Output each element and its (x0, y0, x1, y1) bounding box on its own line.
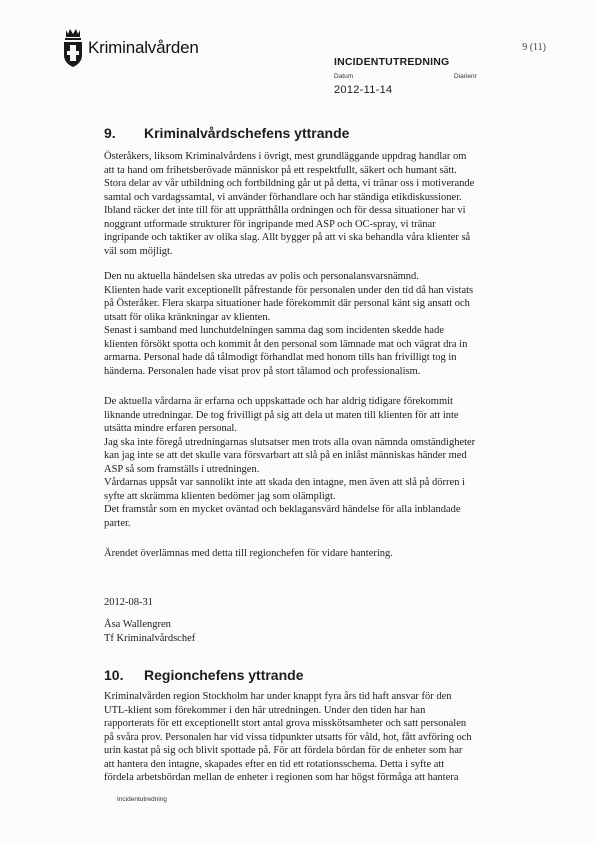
text-line: syfte att skrämma klienten bedömer jag som olämpligt. (104, 490, 336, 502)
section-9-paragraph (104, 150, 524, 258)
section-10-number: 10. (104, 667, 124, 683)
signature-name: Åsa Wallengren (104, 619, 171, 630)
text-line: Österåkers, liksom Kriminalvårdens i övrigt, mest grundläggande uppdrag handlar om (104, 151, 467, 162)
crowned-shield-icon (62, 28, 84, 68)
text-line: armarna. Personal hade då tålmodigt förhandlat med honom tills han frivilligt tog in (104, 352, 457, 363)
text-line: UTL-klient som förekommer i den här utredningen. Under den tiden har han (104, 704, 426, 716)
text-line: Stora delar av vår utbildning och fortbildning går ut på detta, vi tränar oss i motiverande (104, 178, 475, 189)
text-line: liknande utredningar. De tog frivilligt på sig att dela ut maten till klienten för att inte (104, 409, 459, 421)
text-line: ASP så som framställs i utredningen. (104, 463, 260, 475)
text-line: på svåra prov. Personalen har vid vissa tidpunkter utsatts för våld, hot, fått avföring och (104, 731, 472, 743)
signature-title: Tf Kriminalvårdschef (104, 633, 196, 644)
footer-label: Incidentutredning (117, 796, 167, 803)
date-label: Datum (334, 73, 354, 80)
text-line: på Österåker. Flera skarpa situationer hade förekommit där personal känt sig ansatt och (104, 298, 470, 309)
text-line: klienten försökt spotta och kommit åt den personal som lämnade mat och vägrat dra in (104, 338, 468, 350)
section-9-paragraph (104, 270, 524, 378)
text-line: Senast i samband med lunchutdelningen samma dag som incidenten skedde hade (104, 325, 444, 336)
text-line: att ta hand om frihetsberövade människor på ett respektfullt, säkert och humant sätt. (104, 164, 457, 176)
text-line: kan jag inte se att det skulle vara försvarbart att slå på en inlåst människas händer med (104, 450, 467, 461)
text-line: rapporterats för ett exceptionellt stort antal grova misskötsamheter och satt personalen (104, 718, 467, 729)
document-type: INCIDENTUTREDNING (334, 56, 450, 68)
text-line: Det framstår som en mycket oväntad och beklagansvärd händelse för alla inblandade (104, 504, 461, 515)
text-line: Den nu aktuella händelsen ska utredas av polis och personalansvarsnämnd. (104, 271, 419, 282)
section-9-paragraph (104, 395, 524, 530)
text-line: Kriminalvården region Stockholm har under knappt fyra års tid haft ansvar för den (104, 691, 452, 702)
text-line: parter. (104, 517, 131, 529)
text-line: väl som möjligt. (104, 245, 173, 257)
section-10-paragraph (104, 690, 524, 785)
text-line: Ärendet överlämnas med detta till regionchefen för vidare hantering. (104, 548, 393, 559)
section-9-heading (104, 125, 349, 141)
section-9-paragraph (104, 547, 524, 561)
document-date: 2012-11-14 (334, 84, 393, 96)
logo-text: Kriminalvården (88, 38, 199, 57)
text-line: Vårdarnas uppsåt var sannolikt inte att skada den intagne, men även att slå på dörren i (104, 477, 465, 488)
text-line: händerna. Personalen hade visat prov på stort tålamod och professionalism. (104, 365, 421, 377)
text-line: noggrant utformade strukturer för ingripande med ASP och OC-spray, vi tränar (104, 218, 436, 230)
text-line: Ibland räcker det inte till för att upprätthålla ordningen och för dessa situationer har vi (104, 205, 466, 216)
text-line: De aktuella vårdarna är erfarna och uppskattade och har aldrig tidigare förekommit (104, 396, 453, 407)
text-line: utsätta mindre erfaren personal. (104, 423, 237, 434)
signature-date: 2012-08-31 (104, 597, 153, 608)
section-10-heading (104, 667, 303, 683)
text-line: urin kastat på sig och blivit spottade på. För att fördela bördan för de enheter som har (104, 745, 463, 756)
section-9-title: Kriminalvårdschefens yttrande (144, 125, 350, 141)
text-line: att hantera den intagne, skapades efter en tid ett rotationsschema. Detta i syfte att (104, 758, 445, 770)
reference-label: Diarienr (454, 73, 477, 80)
text-line: fördela arbetsbördan mellan de enheter i regionen som har högst förmåga att hantera (104, 772, 459, 783)
text-line: utsatt för olika kränkningar av klienten. (104, 311, 271, 323)
section-10-title: Regionchefens yttrande (144, 667, 304, 683)
text-line: samtal och vardagssamtal, vi använder förhandlare och har ständiga etikdiskussioner. (104, 191, 462, 203)
text-line: Klienten hade varit exceptionellt påfrestande för personalen under den tid då han vistats (104, 284, 474, 296)
text-line: Jag ska inte föregå utredningarnas slutsatser men trots alla ovan nämnda omständigheter (104, 436, 476, 448)
kriminalvarden-logo (62, 28, 199, 68)
section-9-number: 9. (104, 125, 116, 141)
text-line: ingripande och taktiker av olika slag. Allt bygger på att vi ska behandla våra klienter så (104, 232, 471, 243)
page-number: 9 (11) (522, 42, 546, 53)
